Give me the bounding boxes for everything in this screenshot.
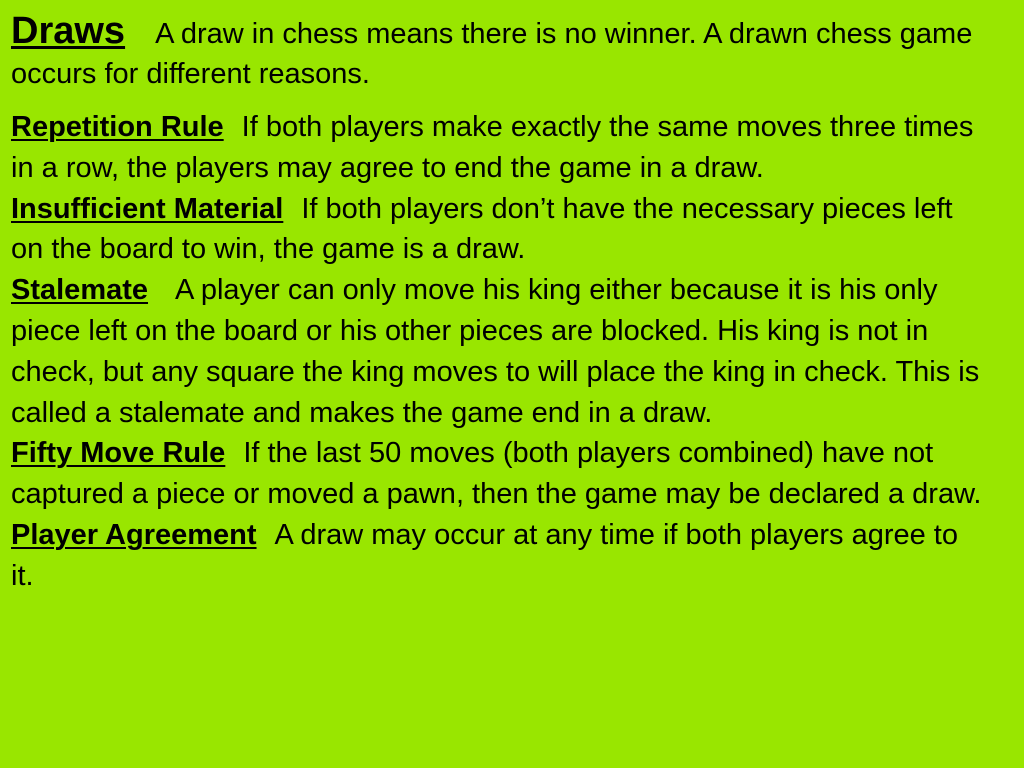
intro-paragraph <box>11 11 984 94</box>
rule-player-agreement <box>11 515 984 597</box>
intro-text: A draw in chess means there is no winner. A drawn chess game occurs for different reasons. <box>11 18 973 90</box>
rule-term-stalemate: Stalemate <box>11 274 149 307</box>
rule-term-player-agreement: Player Agreement <box>11 518 257 551</box>
rule-term-repetition: Repetition Rule <box>11 111 224 143</box>
rule-stalemate <box>11 270 984 433</box>
rule-text-player-agreement: A draw may occur at any time if both players agree to it. <box>11 518 958 592</box>
rule-text-repetition: If both players make exactly the same moves three times in a row, the players may agree to end the game in a draw. <box>11 111 974 184</box>
rule-term-fifty-move: Fifty Move Rule <box>11 437 226 470</box>
rule-term-insufficient-material: Insufficient Material <box>11 192 284 225</box>
rule-insufficient-material <box>11 189 984 271</box>
slide-title: Draws <box>11 10 126 52</box>
rule-text-fifty-move: If the last 50 moves (both players combined) have not captured a piece or moved a pawn, then the game may be declared a draw. <box>11 437 982 511</box>
rule-text-stalemate: A player can only move his king either because it is his only piece left on the board or his other pieces are blocked. His king is not in check, but any square the king moves to will place the king in check. This is called a stalemate and makes the game end in a draw. <box>11 274 980 429</box>
rule-repetition <box>11 107 984 189</box>
rule-text-insufficient-material: If both players don’t have the necessary pieces left on the board to win, the game is a draw. <box>11 192 953 266</box>
rule-fifty-move <box>11 433 984 515</box>
